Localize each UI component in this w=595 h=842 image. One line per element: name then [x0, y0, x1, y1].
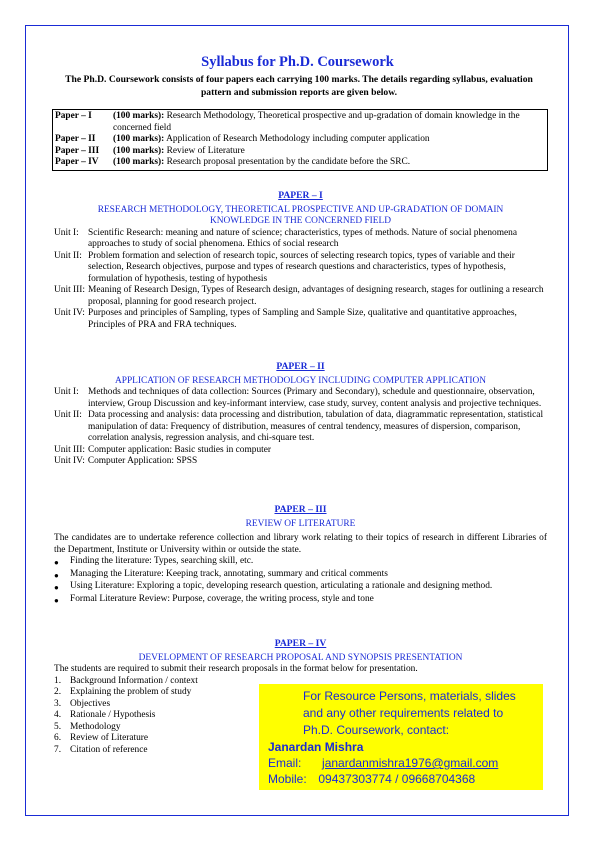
contact-name: Janardan Mishra: [268, 740, 364, 754]
paper-2-heading: PAPER – II: [276, 361, 325, 372]
email-link[interactable]: janardanmishra1976@gmail.com: [322, 756, 499, 770]
unit-item: [54, 308, 547, 331]
list-item-text: Methodology: [70, 721, 121, 732]
paper-desc: Application of Research Methodology including computer application: [164, 134, 430, 144]
paper-marks: (100 marks):: [113, 145, 165, 156]
unit-label: Unit III:: [54, 285, 85, 295]
list-item-text: Using Literature: Exploring a topic, developing research question, articulating a rationale and designing method.: [70, 581, 493, 591]
mobile-number: 09437303774 / 09668704368: [318, 772, 476, 786]
list-item-text: Explaining the problem of study: [70, 687, 192, 697]
unit-label: Unit I:: [54, 227, 79, 238]
papers-table-row: [55, 146, 547, 158]
unit-label: Unit I:: [54, 387, 79, 397]
papers-table-row: [55, 111, 547, 134]
paper-3-section: [54, 504, 547, 606]
list-number: 2.: [54, 687, 62, 697]
paper-2-subtitle: APPLICATION OF RESEARCH METHODOLOGY INCLUDING COMPUTER APPLICATION: [114, 375, 487, 386]
contact-box: [259, 684, 543, 790]
list-number: 5.: [54, 721, 62, 732]
paper-label: Paper – I: [55, 111, 92, 121]
list-item-text: Finding the literature: Types, searching skill, etc.: [70, 556, 254, 566]
unit-item: [54, 410, 547, 445]
unit-item: [54, 228, 547, 251]
unit-label: Unit II:: [54, 250, 82, 261]
paper-4-intro: The students are required to submit their research proposals in the format below for presentation.: [54, 664, 418, 674]
paper-1-section: [54, 190, 547, 331]
unit-item: [54, 456, 547, 468]
list-item-text: Background Information / context: [70, 675, 198, 686]
list-item-text: Managing the Literature: Keeping track, annotating, summary and critical comments: [70, 568, 388, 579]
mobile-label: Mobile:: [268, 772, 307, 786]
unit-text: Computer Application: SPSS: [87, 456, 198, 466]
paper-1-subtitle: RESEARCH METHODOLOGY, THEORETICAL PROSPECTIVE AND UP-GRADATION OF DOMAIN KNOWLEDGE IN THE CONCERNED FIELD: [97, 204, 504, 226]
papers-table: [52, 109, 548, 171]
list-number: 4.: [54, 710, 62, 720]
list-item-text: Formal Literature Review: Purpose, coverage, the writing process, style and tone: [70, 593, 374, 604]
paper-label: Paper – III: [55, 145, 100, 156]
unit-item: [54, 387, 547, 410]
list-item: [54, 556, 547, 569]
unit-item: [54, 445, 547, 457]
paper-label: Paper – IV: [55, 157, 99, 167]
page-title: Syllabus for Ph.D. Coursework: [201, 54, 394, 70]
list-item-text: Review of Literature: [70, 733, 149, 743]
unit-item: [54, 251, 547, 286]
paper-desc: Research Methodology, Theoretical prospective and up-gradation of domain knowledge in the concerned field: [113, 111, 520, 133]
paper-desc: Review of Literature: [164, 145, 245, 156]
unit-text: Purposes and principles of Sampling, types of Sampling and Sample Size, qualitative and quantitative approaches, Principles of PRA and FRA techniques.: [88, 308, 517, 330]
bullet-icon: ●: [54, 570, 59, 580]
unit-text: Computer application: Basic studies in computer: [87, 444, 272, 455]
unit-text: Methods and techniques of data collection: Sources (Primary and Secondary), schedule and questionnaire, observation, interview, Group Discussion and key-informant interview, case study, survey, content analysis and projective techniques.: [88, 387, 542, 409]
contact-email-row: [268, 755, 498, 771]
paper-4-heading: PAPER – IV: [274, 638, 327, 649]
unit-text: Scientific Research: meaning and nature of science; characteristics, types of methods. Nature of social phenomena approaches to study of social phenomena. Ethics of social research: [88, 227, 518, 249]
bullet-icon: ●: [54, 595, 59, 605]
contact-mobile-row: [268, 771, 475, 787]
email-label: Email:: [268, 756, 302, 770]
list-number: 3.: [54, 698, 62, 709]
list-number: 7.: [54, 744, 62, 755]
paper-3-heading: PAPER – III: [274, 504, 327, 515]
papers-table-row: [55, 134, 547, 146]
paper-3-subtitle: REVIEW OF LITERATURE: [245, 518, 356, 529]
unit-text: Data processing and analysis: data processing and distribution, tabulation of data, diagrammatic representation, statistical manipulation of data: Frequency of distribution, measures of central tendency, measures of dispersion, comparison, correlation analysis, regression analysis, and chi-square test.: [88, 410, 544, 443]
paper-marks: (100 marks):: [113, 111, 165, 121]
paper-desc: Research proposal presentation by the candidate before the SRC.: [164, 157, 411, 167]
unit-label: Unit IV:: [54, 308, 85, 318]
unit-text: Problem formation and selection of research topic, sources of selecting research topics, types of variable and their selection, Research objectives, purpose and types of research questions and characteristics, types of hypothesis, formulation of hypothesis, testing of hypothesis: [88, 250, 515, 284]
paper-1-heading: PAPER – I: [278, 190, 323, 201]
list-number: 6.: [54, 733, 62, 743]
unit-text: Meaning of Research Design, Types of Research design, advantages of designing research, stages for outlining a research proposal, planning for good research project.: [88, 285, 544, 307]
contact-line: and any other requirements related to: [303, 706, 504, 720]
intro-text: The Ph.D. Coursework consists of four papers each carrying 100 marks. The details regarding syllabus, evaluation pattern and submission reports are given below.: [65, 74, 533, 98]
paper-marks: (100 marks):: [113, 157, 165, 167]
contact-line: Ph.D. Coursework, contact:: [303, 723, 450, 737]
contact-line: For Resource Persons, materials, slides: [303, 689, 516, 703]
paper-2-section: [54, 361, 547, 468]
paper-marks: (100 marks):: [113, 134, 165, 144]
papers-table-row: [55, 157, 547, 169]
list-item-text: Citation of reference: [70, 744, 148, 755]
paper-4-subtitle: DEVELOPMENT OF RESEARCH PROPOSAL AND SYNOPSIS PRESENTATION: [138, 652, 463, 663]
unit-label: Unit IV:: [54, 456, 85, 466]
bullet-icon: ●: [54, 583, 59, 592]
list-item-text: Objectives: [70, 698, 111, 709]
unit-label: Unit II:: [54, 410, 82, 420]
list-item: [54, 569, 547, 582]
bullet-icon: ●: [54, 558, 59, 567]
list-item-text: Rationale / Hypothesis: [70, 710, 156, 720]
list-number: 1.: [54, 675, 62, 686]
paper-label: Paper – II: [55, 134, 96, 144]
list-item: [54, 594, 547, 607]
unit-item: [54, 285, 547, 308]
unit-label: Unit III:: [54, 444, 85, 455]
list-item: [54, 581, 547, 594]
paper-3-intro: The candidates are to undertake reference collection and library work relating to their topics of research in different Libraries of the Department, Institute or University within or outside the state.: [54, 533, 547, 555]
